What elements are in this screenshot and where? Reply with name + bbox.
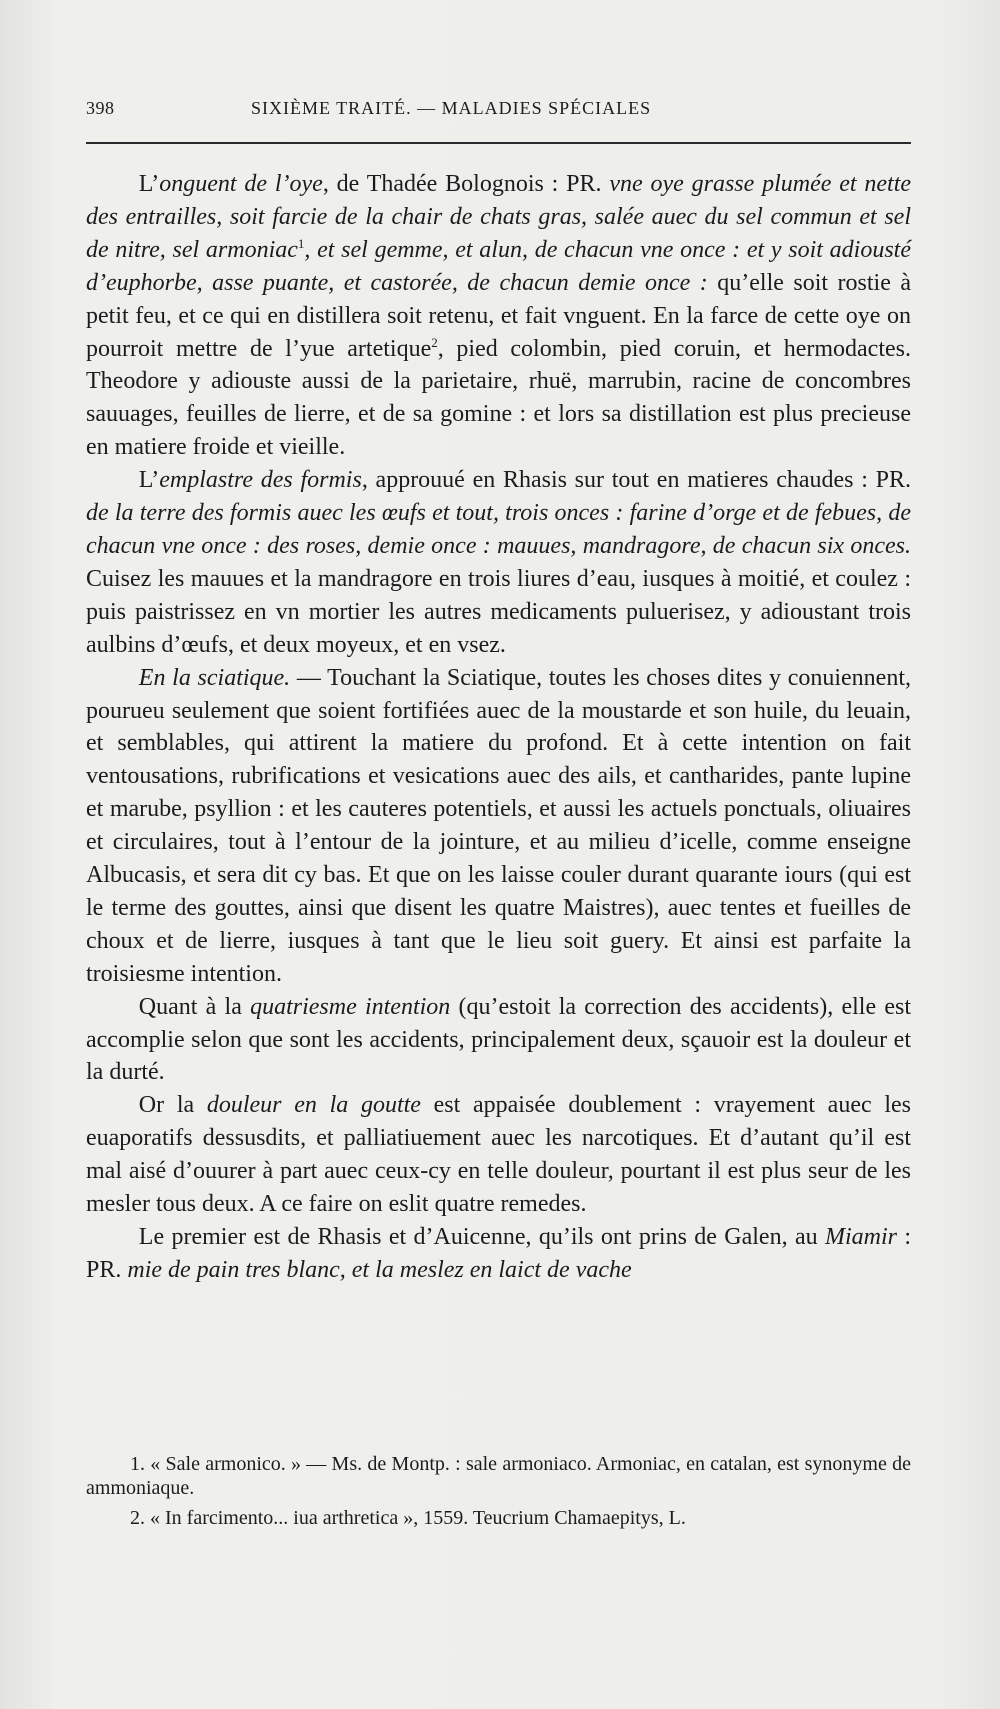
main-text	[86, 168, 911, 1287]
section-heading-sciatique: En la sciatique.	[138, 664, 291, 691]
paragraph-douleur: Or la douleur en la goutte est appaisée doublement : vrayement auec les euaporatifs dessusdits, et palliatiuement auec les narcotiques. Et d’autant qu’il est mal aisé d’ouurer à part auec ceux-cy en telle douleur, pourtant il est plus seur de les mesler tous deux. A ce faire on eslit quatre remedes.	[86, 1092, 912, 1218]
paragraph-sciatique: En la sciatique. — Touchant la Sciatique, toutes les choses dites y conuiennent, pourueu seulement que soient fortifiées auec de la moustarde et son huile, du leuain, et semblables, qui attirent la matiere du profond. Et à cette intention on fait ventousations, rubrifications et vesications auec des ails, et cantharides, pante lupine et marube, psyllion : et les cauteres potentiels, et aussi les actuels ponctuals, oliuaires et circulaires, tout à l’entour de la jointure, et au milieu d’icelle, comme enseigne Albucasis, et sera dit cy bas. Et que on les laisse couler durant quarante iours (qui est le terme des gouttes, ainsi que disent les quatre Maistres), auec tentes et fueilles de choux et de lierre, iusques à tant que le lieu soit guery. Et ainsi est parfaite la troisiesme intention.	[86, 664, 911, 987]
paragraph-emplastre: L’emplastre des formis, approuué en Rhasis sur tout en matieres chaudes : PR. de la terre des formis auec les œufs et tout, trois onces : farine d’orge et de febues, de chacun vne once : des roses, demie once : mauues, mandragore, de chacun six onces. Cuisez les mauues et la mandragore en trois liures d’eau, iusques à moitié, et coulez : puis paistrissez en vn mortier les autres medicaments puluerisez, y adioustant trois aulbins d’œufs, et deux moyeux, et en vsez.	[86, 467, 911, 658]
term-onguent: onguent de l’oye	[159, 171, 323, 197]
footnotes	[86, 1452, 911, 1536]
paragraph-quatriesme: Quant à la quatriesme intention (qu’estoit la correction des accidents), elle est accomplie selon que sont les accidents, principalement deux, sçauoir est la douleur et la durté.	[86, 993, 911, 1086]
footnote-ref-1[interactable]: 1	[297, 235, 305, 251]
footnote-1: 1. « Sale armonico. » — Ms. de Montp. : sale armoniaco. Armoniac, en catalan, est synonyme de ammoniaque.	[86, 1453, 911, 1499]
paragraph-premier: Le premier est de Rhasis et d’Auicenne, qu’ils ont prins de Galen, au Miamir : PR. mie de pain tres blanc, et la meslez en laict de vache	[86, 1224, 911, 1283]
header-rule	[86, 142, 911, 144]
footnote-ref-2[interactable]: 2	[431, 334, 438, 350]
footnote-2: 2. « In farcimento... iua arthretica », 1559. Teucrium Chamaepitys, L.	[130, 1507, 686, 1529]
term-emplastre: emplastre des formis	[159, 467, 362, 494]
running-title: SIXIÈME TRAITÉ. — MALADIES SPÉCIALES	[251, 98, 652, 118]
paragraph-onguent: L’onguent de l’oye, de Thadée Bolognois : PR. vne oye grasse plumée et nette des entrailles, soit farcie de la chair de chats gras, salée auec du sel commun et sel de nitre, sel armoniac$^1$, et sel gemme, et alun, de chacun vne once : et y soit adiousté d’euphorbe, asse puante, et castorée, de chacun demie once : qu’elle soit rostie à petit feu, et ce qui en distillera soit retenu, et fait vnguent. En la farce de cette oye on pourroit mettre de l’yue artetique$^2$, pied colombin, pied coruin, et hermodactes. Theodore y adiouste aussi de la parietaire, rhuë, marrubin, racine de concombres sauuages, feuilles de lierre, et de sa gomine : et lors sa distillation est plus precieuse en matiere froide et vieille.	[86, 171, 912, 461]
page-number: 398	[86, 98, 115, 118]
